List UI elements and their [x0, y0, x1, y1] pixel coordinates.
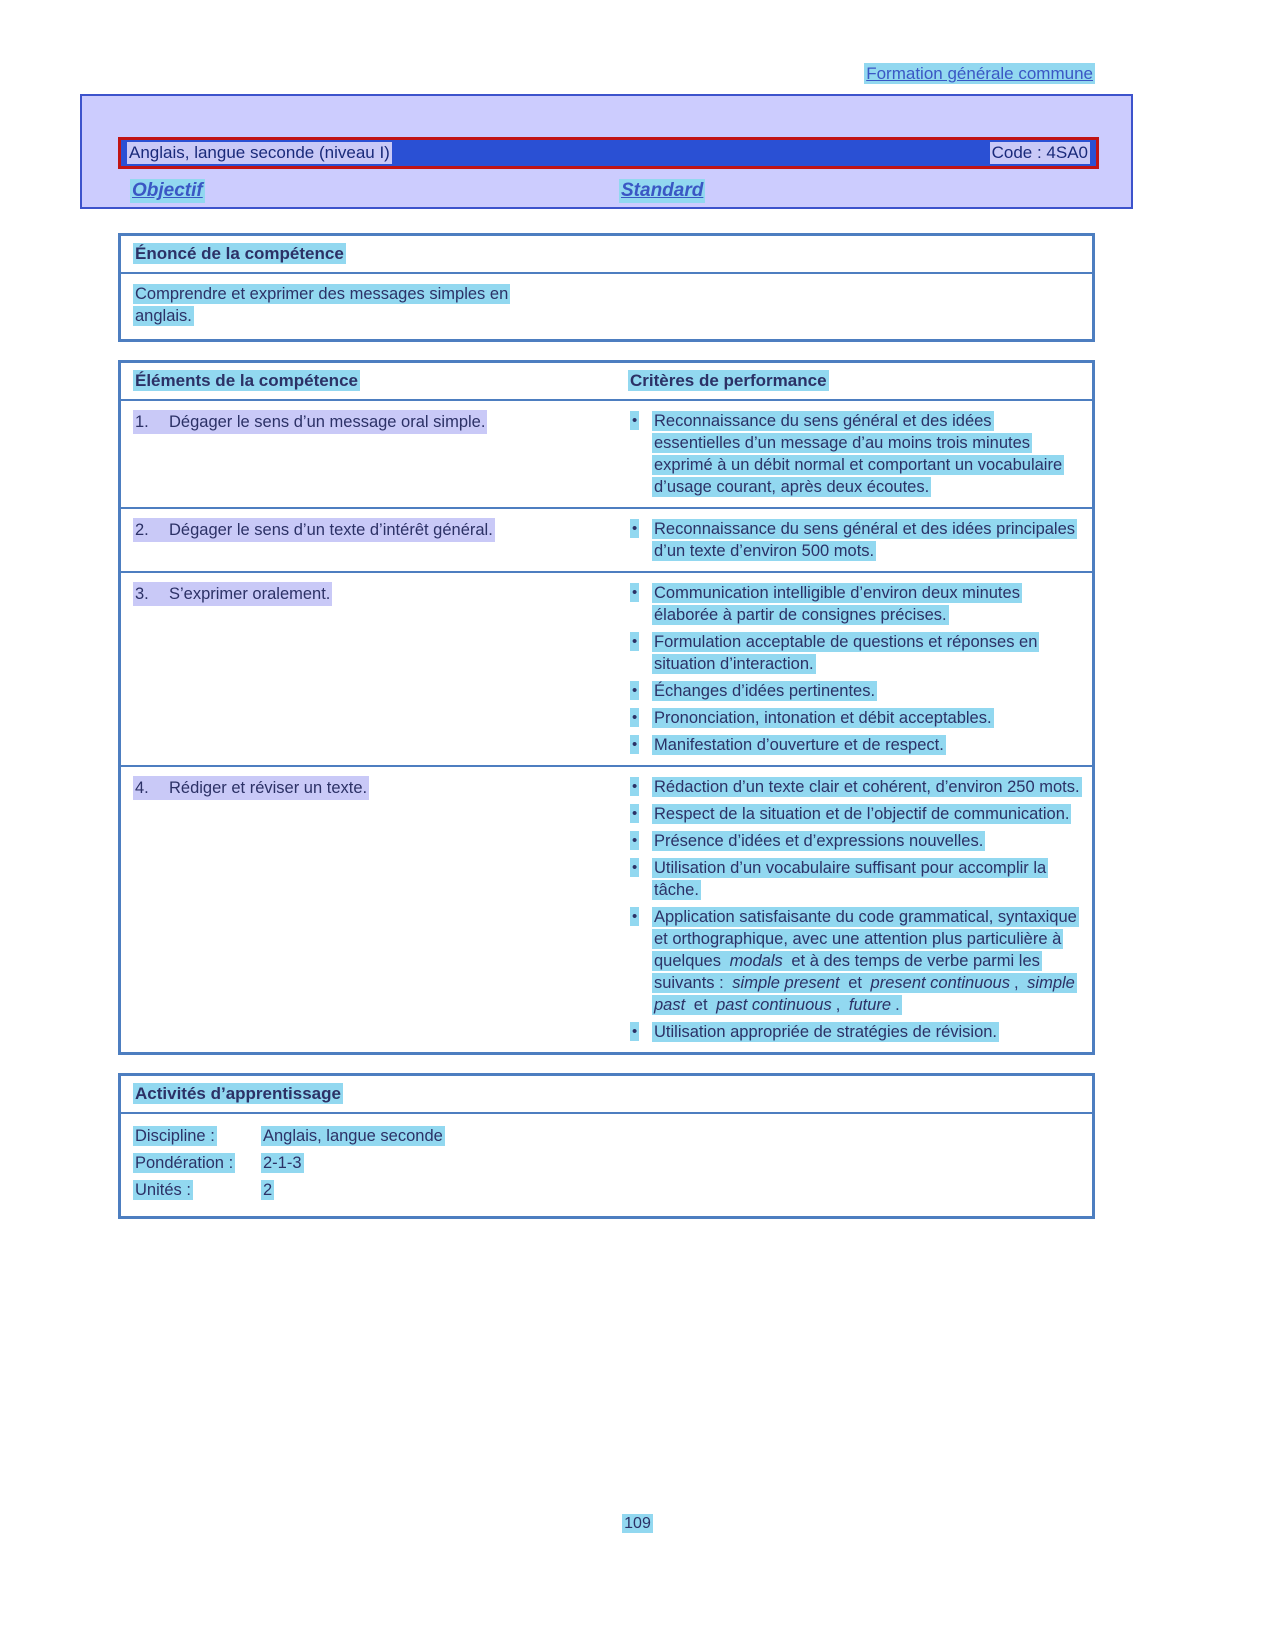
element-number: 3. [133, 582, 167, 606]
element-number: 1. [133, 410, 167, 434]
activites-title: Activités d’apprentissage [135, 1084, 341, 1103]
element-text: Rédiger et réviser un texte. [167, 776, 369, 800]
criteria-text: Présence d’idées et d’expressions nouvelles. [654, 832, 984, 850]
activites-value: 2-1-3 [263, 1154, 302, 1172]
criteria-text: Échanges d’idées pertinentes. [654, 682, 876, 700]
criteria-text: Manifestation d’ouverture et de respect. [654, 736, 944, 754]
bullet-icon: • [632, 682, 638, 699]
objectif-label: Objectif [132, 180, 203, 201]
criteria-item [628, 830, 1082, 852]
formation-generale-label: Formation générale commune [866, 64, 1093, 83]
page-number [0, 1515, 1275, 1533]
activites-row-ponderation [133, 1150, 1080, 1177]
standard-label: Standard [621, 180, 704, 201]
bullet-icon: • [632, 805, 638, 822]
course-title-bar [118, 137, 1099, 169]
element-row-2 [121, 509, 1092, 573]
element-row-1 [121, 401, 1092, 509]
criteria-item [628, 857, 1082, 901]
bullet-icon: • [632, 859, 638, 876]
objectif-standard-row [130, 179, 1083, 205]
enonce-text-line1: Comprendre et exprimer des messages simples en [135, 285, 509, 303]
activites-row-discipline [133, 1123, 1080, 1150]
element-row-4 [121, 767, 1092, 1052]
bullet-icon: • [632, 736, 638, 753]
bullet-icon: • [632, 908, 638, 925]
criteria-cell [620, 509, 1092, 571]
title-box [80, 94, 1133, 209]
criteres-header-cell [620, 363, 1092, 399]
criteria-cell [620, 401, 1092, 507]
criteria-item [628, 410, 1082, 498]
criteria-item [628, 518, 1082, 562]
element-number: 4. [133, 776, 167, 800]
course-title: Anglais, langue seconde (niveau I) [129, 143, 390, 162]
enonce-header [121, 236, 1092, 274]
bullet-icon: • [632, 584, 638, 601]
activites-label: Pondération : [135, 1154, 234, 1172]
element-row-3 [121, 573, 1092, 767]
activites-value: 2 [263, 1181, 273, 1199]
activites-value: Anglais, langue seconde [263, 1127, 443, 1145]
criteria-item [628, 582, 1082, 626]
criteria-text: Utilisation d’un vocabulaire suffisant pour accomplir la tâche. [654, 859, 1047, 899]
document-section-label [0, 64, 1095, 84]
criteria-text: Reconnaissance du sens général et des idées essentielles d’un message d’au moins trois minutes exprimé à un débit normal et comportant un vocabulaire d’usage courant, après deux écoutes. [654, 412, 1063, 496]
criteria-cell [620, 767, 1092, 1052]
activites-table [118, 1073, 1095, 1219]
element-item-cell [121, 401, 620, 507]
criteres-header-label: Critères de performance [630, 371, 827, 390]
criteria-item [628, 1021, 1082, 1043]
criteria-text: Respect de la situation et de l’objectif de communication. [654, 805, 1070, 823]
criteria-text: Communication intelligible d’environ deux minutes élaborée à partir de consignes précises. [654, 584, 1020, 624]
criteria-item [628, 680, 1082, 702]
enonce-table [118, 233, 1095, 342]
criteria-item-grammar [628, 906, 1082, 1016]
activites-row-unites [133, 1177, 1080, 1204]
bullet-icon: • [632, 832, 638, 849]
element-item [133, 410, 610, 434]
element-item [133, 518, 610, 542]
criteria-text: Utilisation appropriée de stratégies de révision. [654, 1023, 998, 1041]
criteria-text: Rédaction d’un texte clair et cohérent, d’environ 250 mots. [654, 778, 1080, 796]
element-text: Dégager le sens d’un message oral simple. [167, 410, 487, 434]
element-text: Dégager le sens d’un texte d’intérêt général. [167, 518, 495, 542]
element-item-cell [121, 573, 620, 765]
elements-table-header [121, 363, 1092, 401]
criteria-item [628, 776, 1082, 798]
criteria-text: Prononciation, intonation et débit acceptables. [654, 709, 992, 727]
page-number-text: 109 [624, 1515, 651, 1532]
enonce-title: Énoncé de la compétence [135, 244, 344, 263]
criteria-text: Formulation acceptable de questions et réponses en situation d’interaction. [654, 633, 1038, 673]
course-code: Code : 4SA0 [991, 143, 1088, 162]
bullet-icon: • [632, 520, 638, 537]
element-item-cell [121, 509, 620, 571]
activites-label: Unités : [135, 1181, 191, 1199]
criteria-item [628, 707, 1082, 729]
element-number: 2. [133, 518, 167, 542]
criteria-item [628, 803, 1082, 825]
bullet-icon: • [632, 412, 638, 429]
criteria-text: Application satisfaisante du code grammatical, syntaxique et orthographique, avec une attention plus particulière à quelques modals et à des temps de verbe parmi les suivants : simple present et present continuous , simple past et past continuous , future . [654, 908, 1077, 1014]
criteria-item [628, 734, 1082, 756]
element-text: S’exprimer oralement. [167, 582, 332, 606]
bullet-icon: • [632, 778, 638, 795]
criteria-cell [620, 573, 1092, 765]
criteria-item [628, 631, 1082, 675]
enonce-body [121, 274, 1092, 339]
activites-header [121, 1076, 1092, 1114]
element-item-cell [121, 767, 620, 1052]
criteria-text: Reconnaissance du sens général et des idées principales d’un texte d’environ 500 mots. [654, 520, 1076, 560]
bullet-icon: • [632, 633, 638, 650]
elements-header-cell [121, 363, 620, 399]
element-item [133, 582, 610, 606]
elements-table [118, 360, 1095, 1055]
bullet-icon: • [632, 1023, 638, 1040]
enonce-text-line2: anglais. [135, 307, 192, 325]
activites-body [121, 1114, 1092, 1216]
element-item [133, 776, 610, 800]
bullet-icon: • [632, 709, 638, 726]
elements-header-label: Éléments de la compétence [135, 371, 358, 390]
activites-label: Discipline : [135, 1127, 215, 1145]
